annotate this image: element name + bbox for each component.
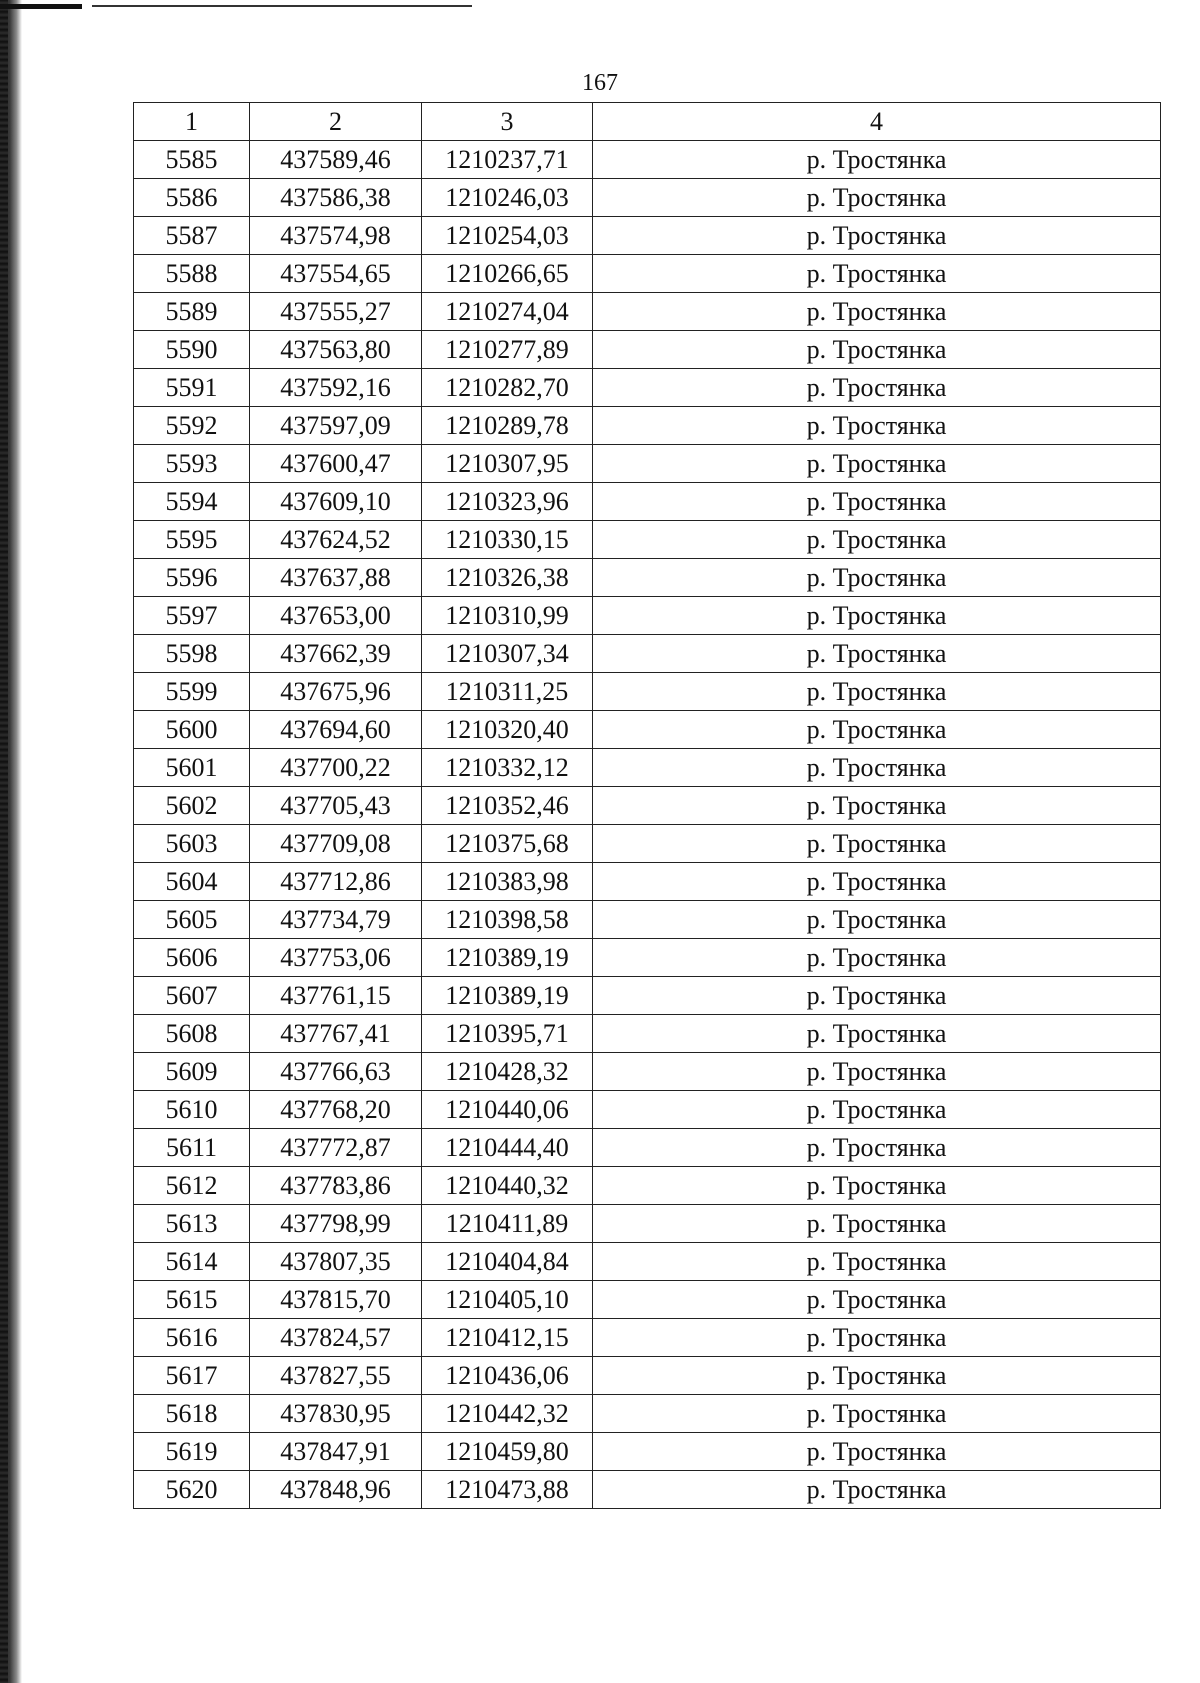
table-row xyxy=(134,1129,1161,1167)
y-coordinate-cell: 1210332,12 xyxy=(422,749,593,787)
y-coordinate-cell: 1210307,95 xyxy=(422,445,593,483)
point-number-cell: 5586 xyxy=(134,179,250,217)
y-coordinate-cell: 1210411,89 xyxy=(422,1205,593,1243)
point-number-cell: 5592 xyxy=(134,407,250,445)
point-number-cell: 5589 xyxy=(134,293,250,331)
x-coordinate-cell: 437815,70 xyxy=(250,1281,422,1319)
description-cell: р. Тростянка xyxy=(593,901,1161,939)
x-coordinate-cell: 437700,22 xyxy=(250,749,422,787)
description-cell: р. Тростянка xyxy=(593,1281,1161,1319)
point-number-cell: 5600 xyxy=(134,711,250,749)
point-number-cell: 5610 xyxy=(134,1091,250,1129)
y-coordinate-cell: 1210383,98 xyxy=(422,863,593,901)
table-row xyxy=(134,825,1161,863)
point-number-cell: 5601 xyxy=(134,749,250,787)
header-cell-4: 4 xyxy=(593,103,1161,141)
x-coordinate-cell: 437734,79 xyxy=(250,901,422,939)
table-row xyxy=(134,217,1161,255)
x-coordinate-cell: 437592,16 xyxy=(250,369,422,407)
point-number-cell: 5595 xyxy=(134,521,250,559)
point-number-cell: 5605 xyxy=(134,901,250,939)
point-number-cell: 5603 xyxy=(134,825,250,863)
point-number-cell: 5599 xyxy=(134,673,250,711)
y-coordinate-cell: 1210389,19 xyxy=(422,977,593,1015)
point-number-cell: 5606 xyxy=(134,939,250,977)
y-coordinate-cell: 1210473,88 xyxy=(422,1471,593,1509)
description-cell: р. Тростянка xyxy=(593,711,1161,749)
y-coordinate-cell: 1210412,15 xyxy=(422,1319,593,1357)
table-row xyxy=(134,1091,1161,1129)
table-row xyxy=(134,559,1161,597)
x-coordinate-cell: 437798,99 xyxy=(250,1205,422,1243)
table-header xyxy=(134,103,1161,141)
x-coordinate-cell: 437783,86 xyxy=(250,1167,422,1205)
header-cell-2: 2 xyxy=(250,103,422,141)
point-number-cell: 5587 xyxy=(134,217,250,255)
y-coordinate-cell: 1210277,89 xyxy=(422,331,593,369)
scan-edge-shadow xyxy=(0,0,22,1683)
x-coordinate-cell: 437662,39 xyxy=(250,635,422,673)
table-row xyxy=(134,255,1161,293)
y-coordinate-cell: 1210282,70 xyxy=(422,369,593,407)
table-row xyxy=(134,1205,1161,1243)
scan-top-line xyxy=(92,5,472,7)
table-row xyxy=(134,369,1161,407)
x-coordinate-cell: 437694,60 xyxy=(250,711,422,749)
description-cell: р. Тростянка xyxy=(593,1395,1161,1433)
description-cell: р. Тростянка xyxy=(593,293,1161,331)
point-number-cell: 5591 xyxy=(134,369,250,407)
y-coordinate-cell: 1210436,06 xyxy=(422,1357,593,1395)
x-coordinate-cell: 437705,43 xyxy=(250,787,422,825)
description-cell: р. Тростянка xyxy=(593,1205,1161,1243)
table-row xyxy=(134,407,1161,445)
x-coordinate-cell: 437609,10 xyxy=(250,483,422,521)
description-cell: р. Тростянка xyxy=(593,407,1161,445)
table-row xyxy=(134,901,1161,939)
point-number-cell: 5619 xyxy=(134,1433,250,1471)
y-coordinate-cell: 1210254,03 xyxy=(422,217,593,255)
x-coordinate-cell: 437589,46 xyxy=(250,141,422,179)
description-cell: р. Тростянка xyxy=(593,1091,1161,1129)
table-row xyxy=(134,1167,1161,1205)
y-coordinate-cell: 1210395,71 xyxy=(422,1015,593,1053)
y-coordinate-cell: 1210375,68 xyxy=(422,825,593,863)
x-coordinate-cell: 437637,88 xyxy=(250,559,422,597)
y-coordinate-cell: 1210405,10 xyxy=(422,1281,593,1319)
point-number-cell: 5604 xyxy=(134,863,250,901)
table-row xyxy=(134,1357,1161,1395)
table-row xyxy=(134,749,1161,787)
x-coordinate-cell: 437768,20 xyxy=(250,1091,422,1129)
description-cell: р. Тростянка xyxy=(593,1319,1161,1357)
scan-top-mark xyxy=(0,4,82,9)
description-cell: р. Тростянка xyxy=(593,445,1161,483)
table-row xyxy=(134,1395,1161,1433)
table-row xyxy=(134,635,1161,673)
description-cell: р. Тростянка xyxy=(593,521,1161,559)
description-cell: р. Тростянка xyxy=(593,179,1161,217)
x-coordinate-cell: 437767,41 xyxy=(250,1015,422,1053)
x-coordinate-cell: 437761,15 xyxy=(250,977,422,1015)
point-number-cell: 5602 xyxy=(134,787,250,825)
table-body xyxy=(134,141,1161,1509)
description-cell: р. Тростянка xyxy=(593,597,1161,635)
table-row xyxy=(134,1433,1161,1471)
point-number-cell: 5593 xyxy=(134,445,250,483)
header-cell-1: 1 xyxy=(134,103,250,141)
description-cell: р. Тростянка xyxy=(593,825,1161,863)
point-number-cell: 5620 xyxy=(134,1471,250,1509)
x-coordinate-cell: 437772,87 xyxy=(250,1129,422,1167)
point-number-cell: 5588 xyxy=(134,255,250,293)
y-coordinate-cell: 1210440,06 xyxy=(422,1091,593,1129)
y-coordinate-cell: 1210398,58 xyxy=(422,901,593,939)
table-row xyxy=(134,483,1161,521)
x-coordinate-cell: 437563,80 xyxy=(250,331,422,369)
table-row xyxy=(134,597,1161,635)
table-row xyxy=(134,521,1161,559)
header-cell-3: 3 xyxy=(422,103,593,141)
point-number-cell: 5608 xyxy=(134,1015,250,1053)
x-coordinate-cell: 437653,00 xyxy=(250,597,422,635)
table-row xyxy=(134,1471,1161,1509)
point-number-cell: 5609 xyxy=(134,1053,250,1091)
table-row xyxy=(134,179,1161,217)
description-cell: р. Тростянка xyxy=(593,217,1161,255)
description-cell: р. Тростянка xyxy=(593,1167,1161,1205)
x-coordinate-cell: 437848,96 xyxy=(250,1471,422,1509)
description-cell: р. Тростянка xyxy=(593,483,1161,521)
description-cell: р. Тростянка xyxy=(593,635,1161,673)
point-number-cell: 5597 xyxy=(134,597,250,635)
x-coordinate-cell: 437807,35 xyxy=(250,1243,422,1281)
y-coordinate-cell: 1210459,80 xyxy=(422,1433,593,1471)
y-coordinate-cell: 1210311,25 xyxy=(422,673,593,711)
point-number-cell: 5612 xyxy=(134,1167,250,1205)
table-row xyxy=(134,939,1161,977)
y-coordinate-cell: 1210310,99 xyxy=(422,597,593,635)
y-coordinate-cell: 1210442,32 xyxy=(422,1395,593,1433)
description-cell: р. Тростянка xyxy=(593,331,1161,369)
page-number: 167 xyxy=(582,70,618,96)
y-coordinate-cell: 1210352,46 xyxy=(422,787,593,825)
x-coordinate-cell: 437574,98 xyxy=(250,217,422,255)
description-cell: р. Тростянка xyxy=(593,141,1161,179)
y-coordinate-cell: 1210389,19 xyxy=(422,939,593,977)
point-number-cell: 5596 xyxy=(134,559,250,597)
y-coordinate-cell: 1210274,04 xyxy=(422,293,593,331)
y-coordinate-cell: 1210444,40 xyxy=(422,1129,593,1167)
point-number-cell: 5613 xyxy=(134,1205,250,1243)
point-number-cell: 5616 xyxy=(134,1319,250,1357)
description-cell: р. Тростянка xyxy=(593,1243,1161,1281)
x-coordinate-cell: 437827,55 xyxy=(250,1357,422,1395)
y-coordinate-cell: 1210266,65 xyxy=(422,255,593,293)
y-coordinate-cell: 1210246,03 xyxy=(422,179,593,217)
table-row xyxy=(134,711,1161,749)
x-coordinate-cell: 437712,86 xyxy=(250,863,422,901)
description-cell: р. Тростянка xyxy=(593,787,1161,825)
x-coordinate-cell: 437555,27 xyxy=(250,293,422,331)
point-number-cell: 5618 xyxy=(134,1395,250,1433)
x-coordinate-cell: 437766,63 xyxy=(250,1053,422,1091)
table-row xyxy=(134,1015,1161,1053)
y-coordinate-cell: 1210330,15 xyxy=(422,521,593,559)
description-cell: р. Тростянка xyxy=(593,1433,1161,1471)
description-cell: р. Тростянка xyxy=(593,863,1161,901)
table-row xyxy=(134,331,1161,369)
x-coordinate-cell: 437624,52 xyxy=(250,521,422,559)
description-cell: р. Тростянка xyxy=(593,1471,1161,1509)
y-coordinate-cell: 1210289,78 xyxy=(422,407,593,445)
point-number-cell: 5611 xyxy=(134,1129,250,1167)
header-row xyxy=(134,103,1161,141)
y-coordinate-cell: 1210428,32 xyxy=(422,1053,593,1091)
table-row xyxy=(134,1281,1161,1319)
point-number-cell: 5615 xyxy=(134,1281,250,1319)
table-row xyxy=(134,787,1161,825)
coordinates-table xyxy=(133,102,1161,1509)
point-number-cell: 5594 xyxy=(134,483,250,521)
point-number-cell: 5590 xyxy=(134,331,250,369)
x-coordinate-cell: 437554,65 xyxy=(250,255,422,293)
x-coordinate-cell: 437600,47 xyxy=(250,445,422,483)
point-number-cell: 5585 xyxy=(134,141,250,179)
description-cell: р. Тростянка xyxy=(593,939,1161,977)
description-cell: р. Тростянка xyxy=(593,749,1161,787)
point-number-cell: 5607 xyxy=(134,977,250,1015)
table-row xyxy=(134,141,1161,179)
point-number-cell: 5598 xyxy=(134,635,250,673)
description-cell: р. Тростянка xyxy=(593,559,1161,597)
description-cell: р. Тростянка xyxy=(593,369,1161,407)
description-cell: р. Тростянка xyxy=(593,977,1161,1015)
point-number-cell: 5614 xyxy=(134,1243,250,1281)
description-cell: р. Тростянка xyxy=(593,1015,1161,1053)
point-number-cell: 5617 xyxy=(134,1357,250,1395)
x-coordinate-cell: 437586,38 xyxy=(250,179,422,217)
y-coordinate-cell: 1210404,84 xyxy=(422,1243,593,1281)
table-row xyxy=(134,977,1161,1015)
table-row xyxy=(134,293,1161,331)
y-coordinate-cell: 1210320,40 xyxy=(422,711,593,749)
table-row xyxy=(134,673,1161,711)
x-coordinate-cell: 437597,09 xyxy=(250,407,422,445)
x-coordinate-cell: 437824,57 xyxy=(250,1319,422,1357)
table-row xyxy=(134,863,1161,901)
description-cell: р. Тростянка xyxy=(593,1357,1161,1395)
table-row xyxy=(134,1053,1161,1091)
y-coordinate-cell: 1210440,32 xyxy=(422,1167,593,1205)
y-coordinate-cell: 1210237,71 xyxy=(422,141,593,179)
description-cell: р. Тростянка xyxy=(593,1053,1161,1091)
x-coordinate-cell: 437675,96 xyxy=(250,673,422,711)
table-row xyxy=(134,1243,1161,1281)
x-coordinate-cell: 437753,06 xyxy=(250,939,422,977)
description-cell: р. Тростянка xyxy=(593,1129,1161,1167)
description-cell: р. Тростянка xyxy=(593,673,1161,711)
x-coordinate-cell: 437709,08 xyxy=(250,825,422,863)
y-coordinate-cell: 1210323,96 xyxy=(422,483,593,521)
y-coordinate-cell: 1210307,34 xyxy=(422,635,593,673)
description-cell: р. Тростянка xyxy=(593,255,1161,293)
table-row xyxy=(134,445,1161,483)
y-coordinate-cell: 1210326,38 xyxy=(422,559,593,597)
x-coordinate-cell: 437847,91 xyxy=(250,1433,422,1471)
table-row xyxy=(134,1319,1161,1357)
scan-edge-texture xyxy=(0,0,8,1683)
x-coordinate-cell: 437830,95 xyxy=(250,1395,422,1433)
